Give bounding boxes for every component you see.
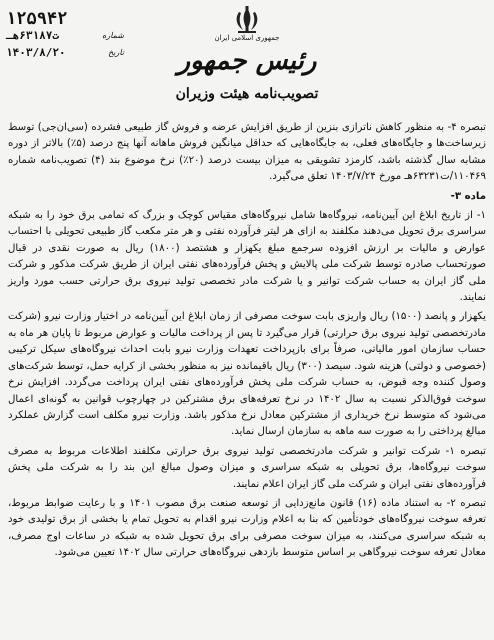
page-subtitle: تصویب‌نامه هیئت وزیران [175, 86, 319, 102]
paragraph-note-4: تبصره ۴- به منظور کاهش ناترازی بنزین از طریق افزایش عرضه و فروش گاز طبیعی فشرده (سی‌ان‌جی) توسط زیرساخت‌ها و جایگاه‌های فعلی، به جایگاه‌هایی که حداقل میانگین فروش ماهانه آنها پنج درصد (۵٪) بالاتر از دوره مشابه سال گذشته باشد، کارمزد تشویقی به میزان بیست درصد (۲۰٪) نرخ موضوع بند (۴) تصویب‌نامه شماره ۱۱۰۴۶۹/ت۶۳۲۳۱هـ مورخ ۱۴۰۳/۷/۲۴ تعلق می‌گیرد. [8, 122, 486, 183]
article-heading: ماده ۳- [450, 190, 486, 202]
paragraph-allocation: یکهزار و پانصد (۱۵۰۰) ریال واریزی بابت سوخت مصرفی از زمان ابلاغ این آیین‌نامه در اختیار وزارت نیرو (شرکت مادرتخصصی تولید نیروی برق حرارتی) قرار می‌گیرد تا پس از پرداخت مالیات و عوارض مربوط تا پایان هر ماه به حساب سازمان امور مالیاتی، صرفاً برای بازپرداخت تعهدات وزارت نیرو بابت احداث نیروگاه‌های سیکل ترکیبی (خصوصی و دولتی) هزینه شود. سیصد (۳۰۰) ریال باقیمانده نیز به منظور بخشی از کرایه حمل، توسط شرکت‌های وصول کننده وجه قبوض، به حساب شرکت ملی پخش فرآورده‌های نفتی ایران پرداخت می‌گردد. افزایش نرخ سوخت فوق‌الذکر نسبت به سال ۱۴۰۲ در نرخ تعرفه‌های برق مشترکین در چهارچوب قوانین به گونه‌ای اعمال می‌شود که متوسط نرخ خریداری از مشترکین معادل نرخ مذکور باشد. وزارت نیرو مکلف است گزارش عملکرد مبالغ پرداختی را به صورت سه ماهه به سازمان ارسال نماید. [8, 311, 486, 438]
page-title: رئیس جمهور [177, 46, 317, 76]
date-label: تاریخ [108, 48, 124, 57]
letter-number: ۱۲۵۹۴۲ [6, 8, 68, 29]
letter-date: ۱۴۰۳/۸/۲۰ [6, 46, 66, 59]
paragraph-clause-1: ۱- از تاریخ ابلاغ این آیین‌نامه، نیروگاه‌ها شامل نیروگاه‌های مقیاس کوچک و بزرگ که تمامی برق خود را به شبکه سراسری برق تحویل می‌دهند مکلفند به ازای هر لیتر فرآورده نفتی و هر متر مکعب گاز طبیعی تحویلی با احتساب عوارض و مالیات بر ارزش افزوده سرجمع مبلغ یکهزار و هشتصد (۱۸۰۰) ریال به صورت نقدی در قبال صورتحساب صادره توسط شرکت ملی پالایش و پخش فرآورده‌های نفتی ایران از طریق شرکت مذکور و شرکت ملی گاز ایران به حساب شرکت توانیر و یا شرکت مادر تخصصی تولید نیروی برق حرارتی حسب مورد واریز نمایند. [8, 210, 487, 304]
iran-emblem-icon [226, 6, 268, 34]
letter-meta [6, 10, 124, 61]
document-body [8, 120, 486, 565]
paragraph-note-2: تبصره ۲- به استناد ماده (۱۶) قانون مانع‌زدایی از توسعه صنعت برق مصوب ۱۴۰۱ و با رعایت ضوابط مربوط، تعرفه سوخت نیروگاه‌های خودتأمین که بنا به اعلام وزارت نیرو اقدام به تحویل تمام یا بخشی از برق تولیدی خود به شبکه سراسری می‌کنند، به میزان سوخت مصرفی برای برق تحویل شده به شبکه در ساعات اوج مصرف، معادل تعرفه سوخت نیروگاهی بر اساس متوسط بازدهی نیروگاه‌های حرارتی سال ۱۴۰۲ تعیین می‌شود. [8, 497, 486, 559]
reference-number: ت۶۳۱۸۷هـ [6, 29, 59, 42]
paragraph-note-1: تبصره ۱- شرکت توانیر و شرکت مادرتخصصی تولید نیروی برق حرارتی مکلفند اطلاعات مربوط به مصرف سوخت نیروگاه‌ها، برق تحویلی به شبکه سراسری و میزان وصول مبالغ این بند را به شرکت ملی پخش فرآورده‌های نفتی ایران و شرکت ملی گاز ایران اعلام نمایند. [8, 445, 486, 490]
republic-caption: جمهوری اسلامی ایران [214, 34, 280, 42]
number-label: شماره [102, 31, 124, 40]
